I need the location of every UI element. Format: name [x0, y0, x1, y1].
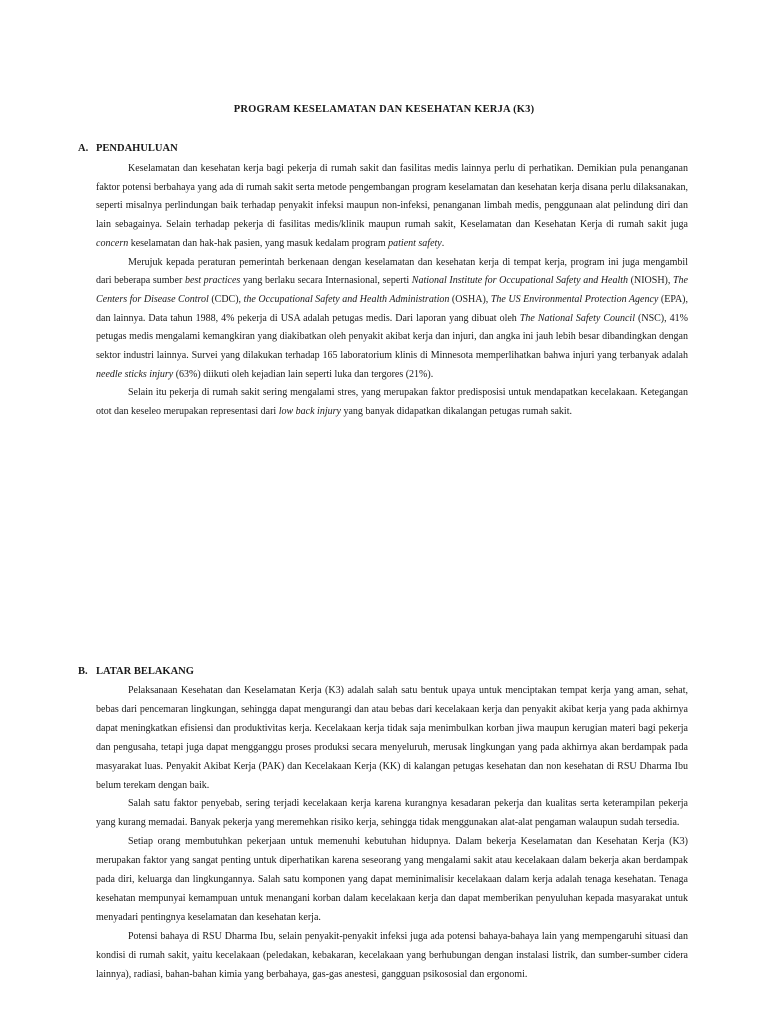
paragraph: Potensi bahaya di RSU Dharma Ibu, selain penyakit-penyakit infeksi juga ada potensi bahaya-bahaya lain yang mempengaruhi situasi dan kondisi di rumah sakit, yaitu kecelakaan (peledakan, kebakaran, kecelakaan yang berhubungan dengan instalasi listrik, dan sumber-sumber cidera lainnya), radiasi, bahan-bahan kimia yang berbahaya, gas-gas anestesi, gangguan psikososial dan ergonomi. — [96, 930, 688, 980]
section-letter: B. — [78, 666, 88, 677]
paragraph: Pelaksanaan Kesehatan dan Keselamatan Kerja (K3) adalah salah satu bentuk upaya untuk menciptakan tempat kerja yang aman, sehat, bebas dari pencemaran lingkungan, sehingga dapat mengurangi dan atau bebas dari kecelakaan kerja dan penyakit akibat kerja yang pada akhirnya dapat meningkatkan efisiensi dan produktivitas kerja. Kecelakaan kerja tidak saja menimbulkan korban jiwa maupun kerugian materi bagi pekerja dan pengusaha, tetapi juga dapat mengganggu proses produksi secara menyeluruh, merusak lingkungan yang pada akhirnya akan berdampak pada masyarakat luas. Penyakit Akibat Kerja (PAK) dan Kecelakaan Kerja (KK) di kalangan petugas kesehatan dan non kesehatan di RSU Dharma Ibu belum terekam dengan baik. — [96, 685, 688, 791]
paragraph: Selain itu pekerja di rumah sakit sering mengalami stres, yang merupakan faktor predisposisi untuk mendapatkan kecelakaan. Ketegangan otot dan keseleo merupakan representasi dari low back injury yang banyak didapatkan dikalangan petugas rumah sakit. — [96, 387, 688, 418]
document-title: PROGRAM KESELAMATAN DAN KESEHATAN KERJA (K3) — [233, 104, 535, 115]
paragraph: Salah satu faktor penyebab, sering terjadi kecelakaan kerja karena kurangnya kesadaran pekerja dan kualitas serta keterampilan pekerja yang kurang memadai. Banyak pekerja yang meremehkan risiko kerja, sehingga tidak menggunakan alat-alat pengaman walaupun sudah tersedia. — [96, 798, 688, 829]
paragraph: Keselamatan dan kesehatan kerja bagi pekerja di rumah sakit dan fasilitas medis lainnya perlu di perhatikan. Demikian pula penanganan faktor potensi berbahaya yang ada di rumah sakit serta metode pengembangan program keselamatan dan kesehatan kerja disana perlu dilaksanakan, seperti misalnya perlindungan baik terhadap penyakit infeksi maupun non-infeksi, penanganan limbah medis, penggunaan alat pelindung diri dan lain sebagainya. Selain terhadap pekerja di fasilitas medis/klinik maupun rumah sakit, Keselamatan dan Kesehatan Kerja di rumah sakit juga concern keselamatan dan hak-hak pasien, yang masuk kedalam program patient safety. — [96, 163, 688, 249]
section-letter: A. — [78, 143, 89, 154]
paragraph: Setiap orang membutuhkan pekerjaan untuk memenuhi kebutuhan hidupnya. Dalam bekerja Keselamatan dan Kesehatan Kerja (K3) merupakan faktor yang sangat penting untuk diperhatikan karena seseorang yang mengalami sakit atau kecelakaan dalam bekerja akan berdampak pada diri, keluarga dan lingkungannya. Salah satu komponen yang dapat meminimalisir kecelakaan dalam kerja adalah tenaga kesehatan. Tenaga kesehatan mempunyai kemampuan untuk menangani korban dalam kecelakaan kerja dan dapat memberikan penyuluhan kepada masyarakat untuk menyadari pentingnya keselamatan dan kesehatan kerja. — [96, 836, 688, 923]
section-latar-belakang — [96, 682, 688, 985]
paragraph: Merujuk kepada peraturan pemerintah berkenaan dengan keselamatan dan kesehatan kerja di tempat kerja, program ini juga mengambil dari beberapa sumber best practices yang berlaku secara Internasional, seperti National Institute for Occupational Safety and Health (NIOSH), The Centers for Disease Control (CDC), the Occupational Safety and Health Administration (OSHA), The US Environmental Protection Agency (EPA), dan lainnya. Data tahun 1988, 4% pekerja di USA adalah petugas medis. Dari laporan yang dibuat oleh The National Safety Council (NSC), 41% petugas medis mengalami kemangkiran yang diakibatkan oleh penyakit akibat kerja dan injuri, dan angka ini jauh lebih besar dibandingkan dengan sektor industri lainnya. Survei yang dilakukan terhadap 165 laboratorium klinis di Minnesota memperlihatkan bahwa injuri yang terbanyak adalah needle sticks injury (63%) diikuti oleh kejadian lain seperti luka dan tergores (21%). — [96, 256, 689, 380]
section-title: PENDAHULUAN — [96, 143, 178, 154]
section-title: LATAR BELAKANG — [96, 666, 194, 677]
section-heading-pendahuluan — [78, 143, 178, 154]
section-pendahuluan — [96, 160, 688, 422]
section-heading-latar-belakang — [78, 666, 194, 677]
